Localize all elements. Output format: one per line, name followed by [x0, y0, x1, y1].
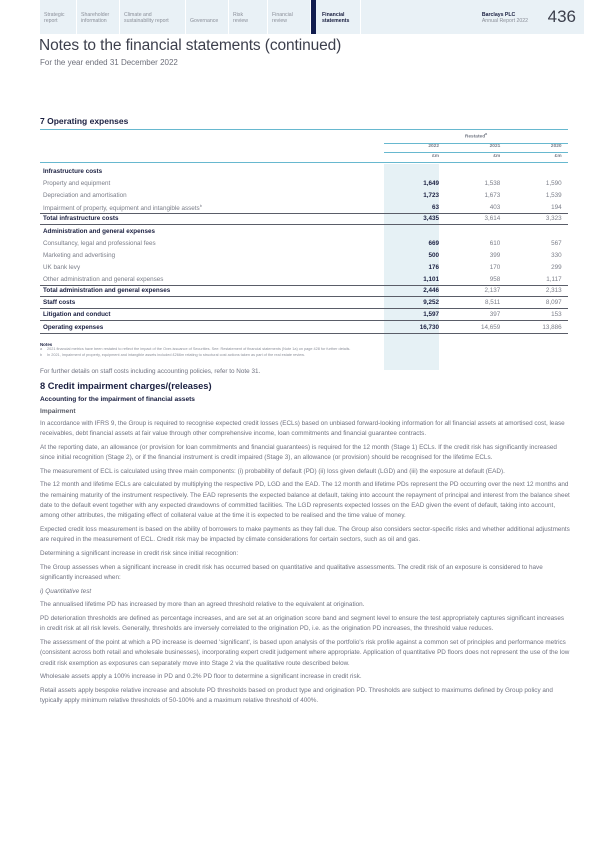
cell-2022: 1,597: [423, 311, 439, 319]
notes-title: Notes: [40, 342, 53, 347]
cell-2020: 13,886: [542, 323, 562, 331]
page-number: 436: [547, 7, 576, 26]
nav-item-climate-sustainability[interactable]: Climate and sustainability report: [120, 0, 186, 34]
table-notes: [40, 342, 568, 358]
paragraph: Determining a significant increase in credit risk since initial recognition:: [40, 549, 239, 557]
cell-2020: 1,117: [546, 276, 562, 284]
page-title: Notes to the financial statements (continued): [39, 37, 342, 54]
brand-name: Barclays PLC: [481, 12, 516, 18]
table-row: [40, 189, 568, 201]
row-label: Administration and general expenses: [43, 227, 155, 235]
cell-2021: 403: [489, 204, 501, 212]
nav-item-financial-statements[interactable]: Financial statements: [311, 0, 361, 34]
cell-2022: 9,252: [423, 299, 439, 307]
cell-2021: 2,137: [484, 287, 501, 295]
paragraph: In accordance with IFRS 9, the Group is required to recognise expected credit losses (ECLs) based on unbiased forward-looking information for all financial assets at amortised cost, lease receivables, debt financial assets at fair value through other comprehensive income, loan commitments and financial guarantee contracts.: [40, 419, 565, 437]
cell-2022: 176: [428, 264, 439, 272]
row-label: Litigation and conduct: [43, 311, 111, 319]
table-row: [40, 249, 568, 261]
row-label: Total administration and general expenses: [43, 287, 171, 295]
cell-2020: 330: [551, 251, 562, 259]
paragraph: The measurement of ECL is calculated using three main components: (i) probability of default (PD) (ii) loss given default (LGD) and (iii) the exposure at default (EAD).: [40, 467, 505, 475]
cell-2022: 1,649: [423, 179, 439, 187]
col-header-2022: 2022: [428, 144, 439, 149]
table-body: [40, 165, 568, 334]
row-label: Other administration and general expenses: [43, 276, 164, 284]
cell-2022: 3,435: [423, 215, 439, 223]
table-row: [40, 237, 568, 249]
paragraph: The 12 month and lifetime ECLs are calculated by multiplying the respective PD, LGD and the EAD. The 12 month and lifetime PDs represent the PD occurring over the next 12 months and the remaining maturity of the instrument respectively. The EAD represents the expected balance at default, taking into account the repayment of principal and interest from the balance sheet date to the default event together with any expected drawdowns of committed facilities. The LGD represents expected losses on the EAD given the event of default, taking into account, among other attributes, the mitigating effect of collateral value at the time it is expected to be realised and the time value of money.: [40, 481, 570, 520]
nav-item-financial-review[interactable]: Financial review: [268, 0, 311, 34]
paragraph: Expected credit loss measurement is based on the ability of borrowers to make payments as they fall due. The Group also considers sector-specific risks and whether additional adjustments are required in the measurement of ECL. Credit risk may be impacted by climate considerations for certain sectors, such as oil and gas.: [40, 525, 570, 544]
row-label: Marketing and advertising: [43, 251, 116, 259]
cell-2022: 63: [431, 204, 439, 212]
section-7-heading: 7 Operating expenses: [40, 116, 568, 130]
table-total-row: [40, 297, 568, 309]
row-label: Total infrastructure costs: [43, 215, 119, 223]
cell-2022: 500: [428, 251, 439, 259]
restated-label: Restated$^a$: [384, 132, 568, 144]
cell-2021: 170: [489, 264, 501, 272]
staff-costs-note: For further details on staff costs including accounting policies, refer to Note 31.: [40, 368, 261, 375]
row-label: Consultancy, legal and professional fees: [43, 239, 156, 247]
cell-2022: 1,101: [423, 276, 439, 284]
row-label: Operating expenses: [43, 323, 104, 331]
cell-2020: 1,539: [545, 191, 562, 199]
cell-2021: 397: [489, 311, 501, 319]
table-total-row: [40, 309, 568, 321]
cell-2020: 2,313: [545, 287, 562, 295]
cell-2022: 669: [428, 239, 439, 247]
cell-2020: 8,097: [545, 299, 562, 307]
section-8-heading: 8 Credit impairment charges/(releases): [40, 381, 212, 392]
col-header-2020: 2020: [550, 144, 562, 149]
brand-block: [482, 12, 528, 25]
paragraph: The Group assesses when a significant increase in credit risk has occurred based on quantitative and qualitative assessments. The credit risk of an exposure is considered to have significantly increased when:: [40, 563, 543, 581]
quantitative-test-heading: i) Quantitative test: [40, 587, 92, 595]
cell-2021: 958: [489, 276, 501, 284]
table-row: [40, 262, 568, 274]
cell-2021: 8,511: [485, 299, 501, 307]
cell-2021: 610: [489, 239, 501, 247]
nav-item-governance[interactable]: Governance: [186, 0, 229, 34]
table-section-row: [40, 165, 568, 177]
note-a: a 2021 financial metrics have been restated to reflect the impact of the Over-issuance of Securities. See: Restatement of financial statements (Note 1a) on page 428 for further details.: [40, 347, 351, 352]
row-label: Staff costs: [43, 299, 76, 307]
year-header-row: [384, 144, 568, 153]
row-label: Depreciation and amortisation: [43, 191, 127, 199]
header-divider: [40, 162, 568, 163]
section-8-subheading: Accounting for the impairment of financial assets: [40, 396, 195, 404]
col-header-2021: 2021: [489, 144, 501, 149]
paragraph: Retail assets apply bespoke relative increase and absolute PD thresholds based on product type and origination PD. Thresholds are subject to maximums defined by Group policy and typically apply minimum relative thresholds of 50-100% and a maximum relative threshold of 400%.: [40, 687, 553, 705]
row-label: Impairment of property, equipment and intangible assets$^b$: [43, 203, 202, 213]
cell-2021: 1,673: [484, 191, 501, 199]
cell-2021: 14,659: [481, 323, 501, 331]
table-total-row: [40, 321, 568, 333]
cell-2020: 567: [551, 239, 562, 247]
cell-2021: 3,614: [484, 215, 501, 223]
nav-item-risk-review[interactable]: Risk review: [229, 0, 268, 34]
table-row: [40, 177, 568, 189]
unit-header-row: £m £m £m: [432, 154, 562, 159]
paragraph: The assessment of the point at which a PD increase is deemed 'significant', is based upon analysis of the portfolio's risk profile against a common set of principles and performance metrics (consistent across both retail and wholesale businesses), incorporating expert credit judgement where appropriate. Application of quantitative PD floors does not represent the use of the low credit risk exemption as exposures can separately move into Stage 2 via the qualitative route described below.: [40, 639, 570, 667]
row-label: UK bank levy: [43, 264, 81, 272]
cell-2021: 399: [489, 251, 501, 259]
row-label: Infrastructure costs: [43, 167, 103, 175]
table-section-row: [40, 225, 568, 237]
paragraph: The annualised lifetime PD has increased by more than an agreed threshold relative to the equivalent at origination.: [40, 601, 365, 609]
note-b: b In 2021, Impairment of property, equipment and intangible assets included £266m relating to structural cost actions taken as part of the real estate review.: [40, 352, 305, 357]
impairment-heading: Impairment: [40, 408, 76, 416]
paragraph: Wholesale assets apply a 100% increase in PD and 0.2% PD floor to determine a significant increase in credit risk.: [40, 673, 362, 681]
table-total-row: [40, 285, 568, 297]
paragraph: PD deterioration thresholds are defined as percentage increases, and are set at an origination score band and segment level to ensure the test appropriately captures significant increases in credit risk at all risk levels. Generally, thresholds are inversely correlated to the origination PD, i.e. as the origination PD increases, the threshold value reduces.: [40, 615, 565, 633]
body-text: [40, 367, 570, 710]
table-total-row: [40, 213, 568, 225]
brand-subtitle: Annual Report 2022: [481, 18, 528, 25]
page-subtitle: For the year ended 31 December 2022: [40, 58, 178, 67]
nav-item-strategic-report[interactable]: Strategic report: [40, 0, 77, 34]
cell-2020: 153: [551, 311, 562, 319]
cell-2020: 3,323: [545, 215, 562, 223]
cell-2022: 1,723: [423, 191, 439, 199]
cell-2022: 2,446: [423, 287, 439, 295]
cell-2021: 1,538: [484, 179, 501, 187]
nav-item-shareholder-information[interactable]: Shareholder information: [77, 0, 120, 34]
cell-2020: 299: [551, 264, 562, 272]
cell-2022: 16,730: [419, 323, 439, 331]
cell-2020: 194: [551, 204, 562, 212]
row-label: Property and equipment: [43, 179, 111, 187]
top-navigation: [40, 0, 584, 34]
paragraph: At the reporting date, an allowance (or provision for loan commitments and financial guarantees) is required for the 12 month (Stage 1) ECLs. If the credit risk has significantly increased since initial recognition (Stage 2), or if the financial instrument is credit impaired (Stage 3), an allowance (or provision) should be recognised for the lifetime ECLs.: [40, 443, 557, 461]
cell-2020: 1,590: [545, 179, 562, 187]
